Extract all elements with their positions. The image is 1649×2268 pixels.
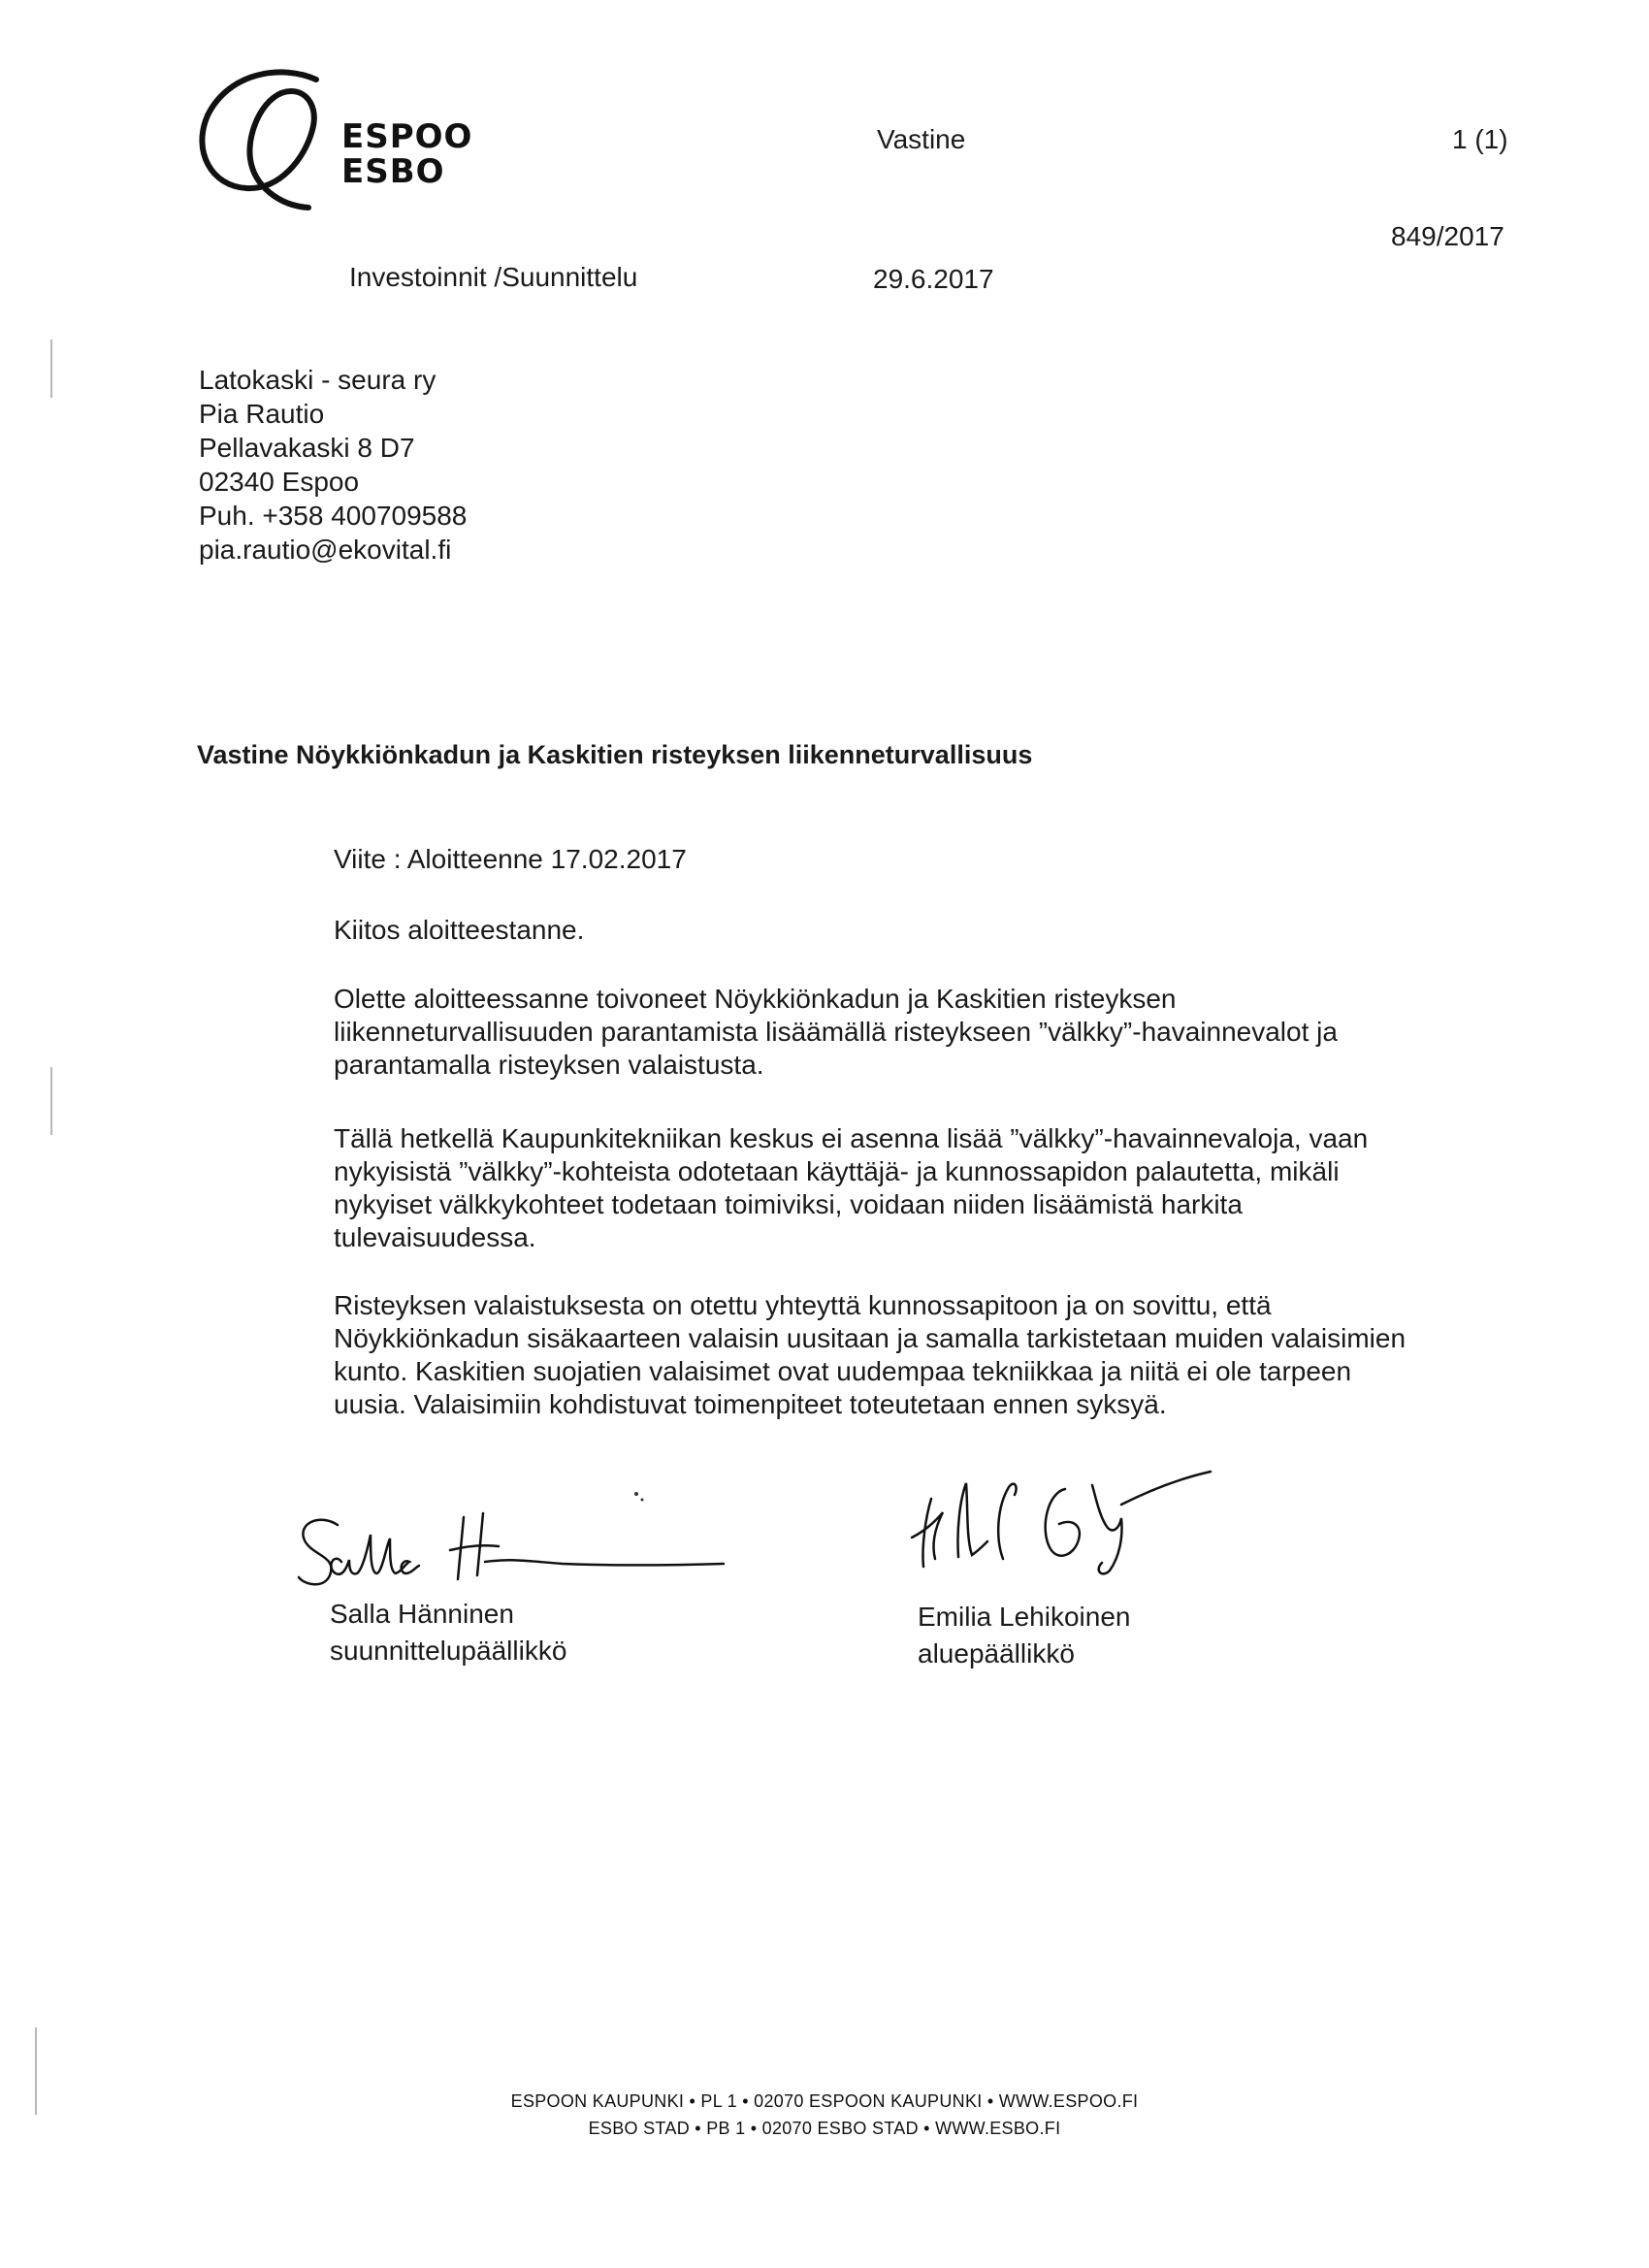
page-number: 1 (1) [1452,124,1508,154]
signer-1 [330,1596,566,1669]
logo-line-esbo: ESBO [341,151,445,191]
paragraph-line: nykyisistä ”välkky”-kohteista odotetaan käyttäjä- ja kunnossapidon palautetta, mikäli [334,1156,1340,1186]
signer-2 [918,1599,1130,1672]
body-paragraph-2 [334,1122,1507,1254]
logo-line-espoo: ESPOO [341,117,473,156]
signature-2-handwritten [902,1450,1222,1586]
reference-line [334,843,1507,876]
signer-1-name: Salla Hänninen [330,1599,514,1629]
paragraph-line: uusia. Valaisimiin kohdistuvat toimenpiteet toteutetaan ennen syksyä. [334,1389,1167,1419]
signer-2-title: aluepäällikkö [918,1638,1075,1669]
paragraph-line: kunto. Kaskitien suojatien valaisimet ovat uudempaa tekniikkaa ja niitä ei ole tarpeen [334,1356,1352,1386]
paragraph-line: Nöykkiönkadun sisäkaarteen valaisin uusitaan ja samalla tarkistetaan muiden valaisimien [334,1323,1406,1353]
signer-2-name: Emilia Lehikoinen [918,1602,1131,1632]
recipient-name: Pia Rautio [199,399,325,429]
footer-line-swedish: ESBO STAD • PB 1 • 02070 ESBO STAD • WWW.ESBO.FI [588,2119,1061,2138]
paragraph-line: tulevaisuudessa. [334,1222,536,1252]
logo-wordmark [341,117,473,191]
paragraph-line: nykyiset välkkykohteet todetaan toimiviksi, voidaan niiden lisäämistä harkita [334,1189,1243,1219]
department: Investoinnit /Suunnittelu [349,262,638,292]
scan-margin-mark [50,340,52,398]
document-date: 29.6.2017 [873,264,994,294]
signer-1-title: suunnittelupäällikkö [330,1636,567,1666]
paragraph-line: Olette aloitteessanne toivoneet Nöykkiönkadun ja Kaskitien risteyksen [334,984,1177,1014]
espoo-logo [190,62,481,217]
espoo-logo-mark-icon [190,62,345,217]
paragraph-line: Risteyksen valaistuksesta on otettu yhteyttä kunnossapitoon ja on sovittu, että [334,1290,1272,1320]
thanks-line [334,914,1507,947]
recipient-street: Pellavakaski 8 D7 [199,433,415,463]
case-number: 849/2017 [1391,221,1504,251]
recipient-postal: 02340 Espoo [199,467,360,497]
reference-text: Viite : Aloitteenne 17.02.2017 [334,844,687,874]
recipient-email: pia.rautio@ekovital.fi [199,535,452,565]
letter-footer [0,2088,1649,2142]
body-paragraph-1 [334,983,1507,1082]
footer-line-finnish: ESPOON KAUPUNKI • PL 1 • 02070 ESPOON KAUPUNKI • WWW.ESPOO.FI [510,2091,1139,2111]
recipient-address [199,363,467,567]
recipient-organization: Latokaski - seura ry [199,365,436,395]
thanks-text: Kiitos aloitteestanne. [334,915,585,945]
scan-margin-mark [50,1067,52,1135]
body-paragraph-3 [334,1289,1507,1421]
letter-subject: Vastine Nöykkiönkadun ja Kaskitien risteyksen liikenneturvallisuus [197,740,1033,769]
document-type: Vastine [877,124,966,154]
signature-1-handwritten [291,1484,737,1610]
paragraph-line: liikenneturvallisuuden parantamista lisäämällä risteykseen ”välkky”-havainnevalot ja [334,1017,1338,1047]
recipient-phone: Puh. +358 400709588 [199,501,468,531]
paragraph-line: parantamalla risteyksen valaistusta. [334,1050,764,1080]
paragraph-line: Tällä hetkellä Kaupunkitekniikan keskus ei asenna lisää ”välkky”-havainnevaloja, vaan [334,1123,1369,1153]
